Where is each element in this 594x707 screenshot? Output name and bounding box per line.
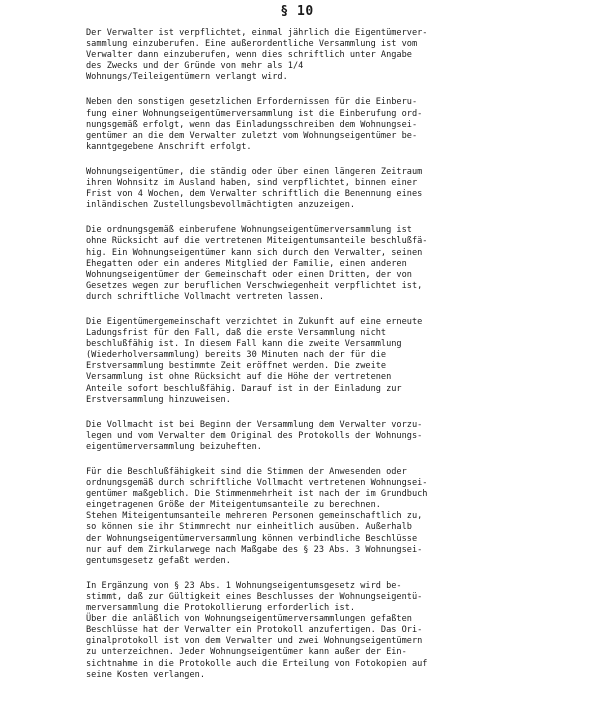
text-line: der Wohnungseigentümerversammlung können verbindliche Beschlüsse bbox=[86, 533, 418, 544]
text-line: inländischen Zustellungsbevollmächtigten anzuzeigen. bbox=[86, 200, 356, 211]
text-line: eigentümerversammlung beizuheften. bbox=[86, 441, 262, 452]
text-line: gentümer an die dem Verwalter zuletzt vom Wohnungseigentümer be- bbox=[86, 130, 418, 141]
text-line: Die ordnungsgemäß einberufene Wohnungseigentümerversammlung ist bbox=[86, 225, 412, 236]
text-line: Die Vollmacht ist bei Beginn der Versammlung dem Verwalter vorzu- bbox=[86, 419, 423, 430]
text-line: (Wiederholversammlung) bereits 30 Minuten nach der für die bbox=[86, 350, 387, 361]
text-line: Für die Beschlußfähigkeit sind die Stimmen der Anwesenden oder bbox=[86, 467, 407, 477]
text-line: ginalprotokoll ist von dem Verwalter und zwei Wohnungseigentümern bbox=[86, 636, 423, 647]
text-line: Erstversammlung bestimmte Zeit eröffnet werden. Die zweite bbox=[86, 361, 387, 372]
text-line: eingetragenen Größe der Miteigentumsanteile zu berechnen. bbox=[86, 500, 381, 511]
text-line: Die Eigentümergemeinschaft verzichtet in Zukunft auf eine erneute bbox=[86, 316, 423, 327]
text-line: Beschlüsse hat der Verwalter ein Protokoll anzufertigen. Das Ori- bbox=[86, 625, 423, 636]
text-line: Neben den sonstigen gesetzlichen Erfordernissen für die Einberu- bbox=[86, 97, 418, 108]
text-line: nungsgemäß erfolgt, wenn das Einladungsschreiben dem Wohnungsei- bbox=[86, 119, 418, 130]
text-line: Wohnungseigentümer, die ständig oder über einen längeren Zeitraum bbox=[86, 166, 423, 177]
text-line: Ladungsfrist für den Fall, daß die erste Versammlung nicht bbox=[86, 328, 387, 339]
text-line: sammlung einzuberufen. Eine außerordentliche Versammlung ist vom bbox=[86, 39, 418, 50]
text-line: Der Verwalter ist verpflichtet, einmal jährlich die Eigentümerver- bbox=[86, 28, 428, 38]
section-heading: § 10 bbox=[280, 4, 314, 19]
text-line: Ehegatten oder ein anderes Mitglied der Familie, einen anderen bbox=[86, 258, 407, 269]
text-line: Stehen Miteigentumsanteile mehreren Personen gemeinschaftlich zu, bbox=[86, 511, 423, 522]
text-line: Erstversammlung hinzuweisen. bbox=[86, 394, 231, 405]
text-line: legen und vom Verwalter dem Original des Protokolls der Wohnungs- bbox=[86, 430, 423, 441]
text-line: Wohnungs/Teileigentümern verlangt wird. bbox=[86, 72, 288, 83]
text-line: beschlußfähig ist. In diesem Fall kann die zweite Versammlung bbox=[86, 339, 402, 350]
paragraph-5 bbox=[86, 317, 554, 406]
text-line: Über die anläßlich von Wohnungseigentümerversammlungen gefaßten bbox=[86, 614, 412, 625]
text-line: Versammlung ist ohne Rücksicht auf die Höhe der vertretenen bbox=[86, 372, 392, 383]
text-line: Wohnungseigentümer der Gemeinschaft oder einen Dritten, der von bbox=[86, 269, 412, 280]
text-line: des Zwecks und der Gründe von mehr als 1/4 bbox=[86, 61, 304, 72]
text-line: In Ergänzung von § 23 Abs. 1 Wohnungseigentumsgesetz wird be- bbox=[86, 580, 402, 591]
text-line: Frist von 4 Wochen, dem Verwalter schriftlich die Benennung eines bbox=[86, 189, 423, 200]
text-line: Verwalter dann einzuberufen, wenn dies schriftlich unter Angabe bbox=[86, 50, 412, 61]
text-line: ordnungsgemäß durch schriftliche Vollmacht vertretenen Wohnungsei- bbox=[86, 478, 428, 489]
text-line: durch schriftliche Vollmacht vertreten lassen. bbox=[86, 291, 324, 302]
text-line: stimmt, daß zur Gültigkeit eines Beschlusses der Wohnungseigentü- bbox=[86, 591, 423, 602]
text-line: fung einer Wohnungseigentümerversammlung ist die Einberufung ord- bbox=[86, 108, 423, 119]
text-line: ihren Wohnsitz im Ausland haben, sind verpflichtet, binnen einer bbox=[86, 178, 418, 189]
text-line: so können sie ihr Stimmrecht nur einheitlich ausüben. Außerhalb bbox=[86, 522, 412, 533]
text-line: zu unterzeichnen. Jeder Wohnungseigentümer kann außer der Ein- bbox=[86, 647, 407, 658]
paragraph-2 bbox=[86, 97, 554, 152]
text-line: seine Kosten verlangen. bbox=[86, 669, 205, 680]
paragraph-3 bbox=[86, 167, 554, 211]
paragraph-8 bbox=[86, 581, 554, 681]
paragraph-4 bbox=[86, 225, 554, 303]
paragraph-6 bbox=[86, 420, 554, 453]
text-line: Gesetzes wegen zur beruflichen Verschwiegenheit verpflichtet ist, bbox=[86, 280, 423, 291]
text-line: sichtnahme in die Protokolle auch die Erteilung von Fotokopien auf bbox=[86, 658, 428, 669]
text-line: kanntgegebene Anschrift erfolgt. bbox=[86, 141, 252, 152]
text-line: Anteile sofort beschlußfähig. Darauf ist in der Einladung zur bbox=[86, 383, 402, 394]
text-line: gentümer maßgeblich. Die Stimmenmehrheit ist nach der im Grundbuch bbox=[86, 489, 428, 500]
document-body bbox=[86, 28, 554, 695]
text-line: hig. Ein Wohnungseigentümer kann sich durch den Verwalter, seinen bbox=[86, 247, 423, 258]
text-line: merversammlung die Protokollierung erforderlich ist. bbox=[86, 603, 356, 614]
paragraph-1 bbox=[86, 28, 554, 83]
text-line: gentumsgesetz gefaßt werden. bbox=[86, 555, 231, 566]
text-line: nur auf dem Zirkularwege nach Maßgabe des § 23 Abs. 3 Wohnungsei- bbox=[86, 544, 423, 555]
text-line: ohne Rücksicht auf die vertretenen Miteigentumsanteile beschlußfä- bbox=[86, 236, 428, 247]
paragraph-7 bbox=[86, 467, 554, 567]
